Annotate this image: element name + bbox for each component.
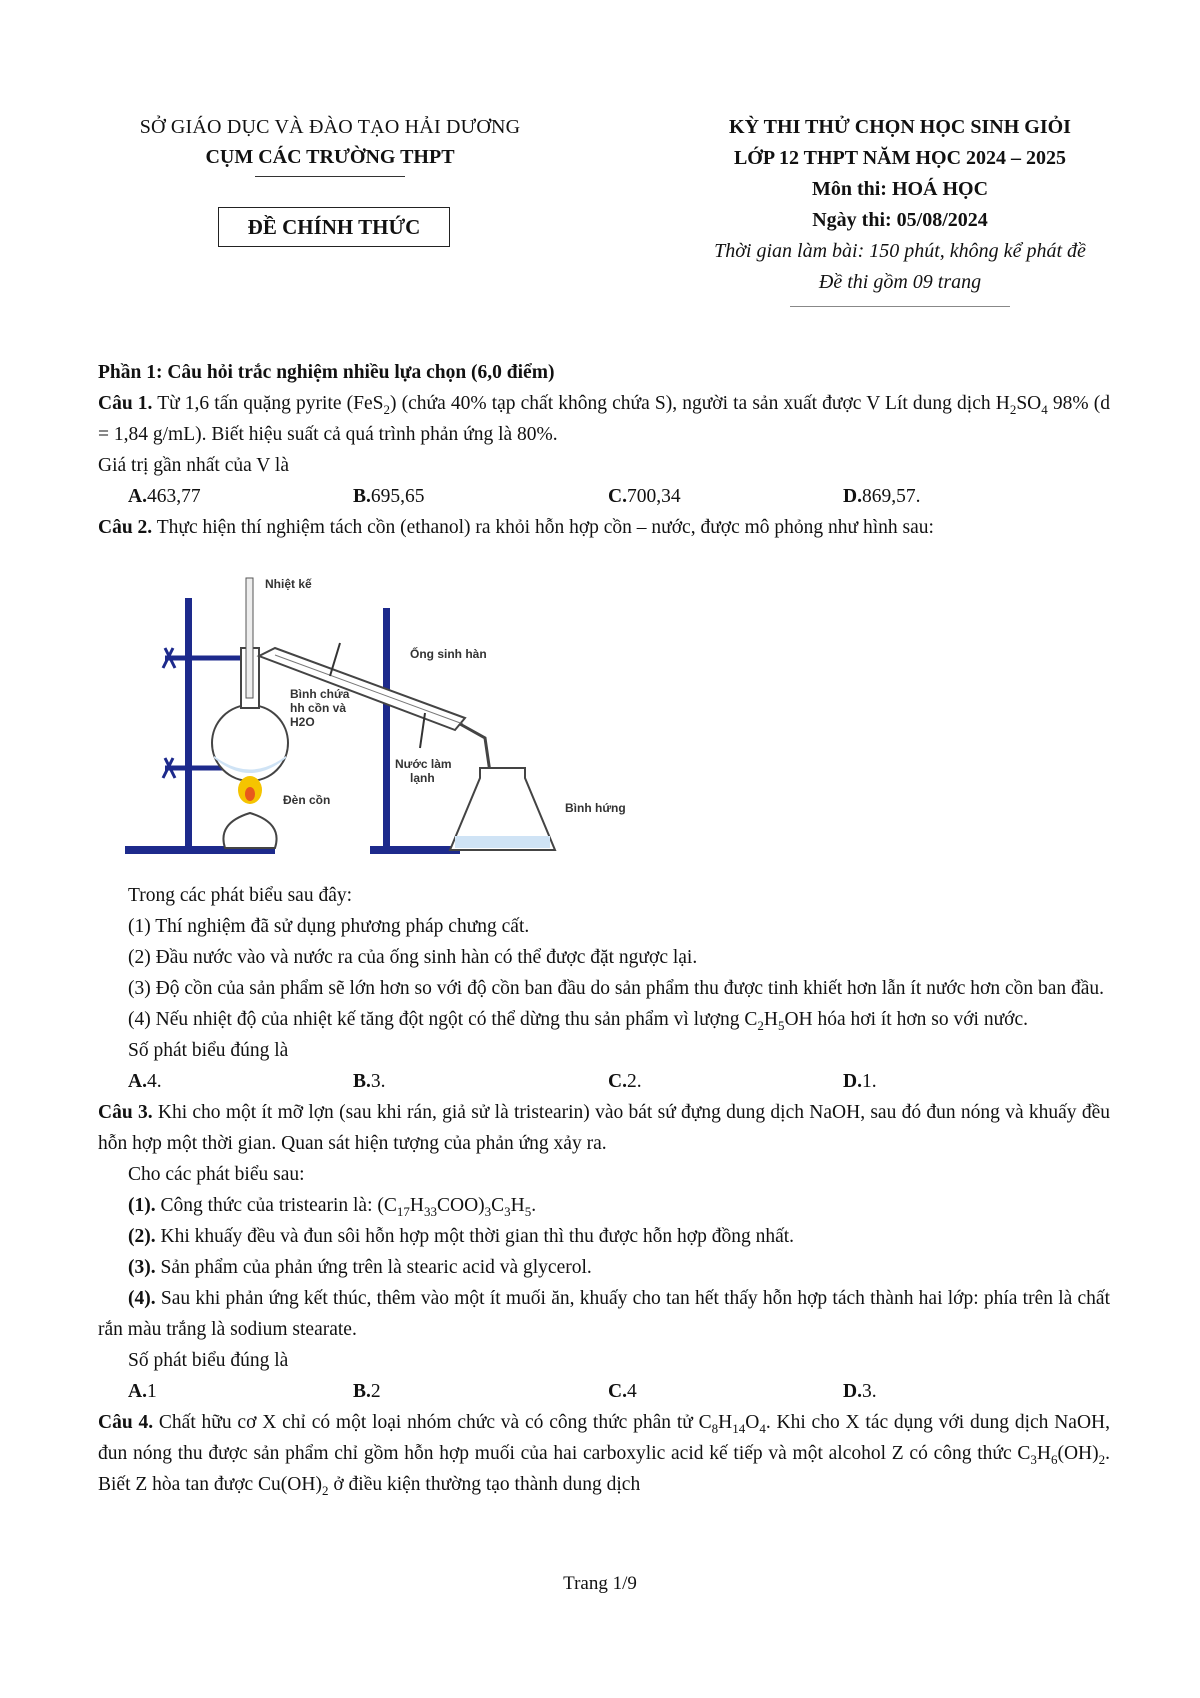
option-b[interactable]: B.695,65 bbox=[353, 486, 425, 507]
option-c[interactable]: C.4 bbox=[608, 1381, 637, 1402]
label-flask-line1: Bình chứa bbox=[290, 687, 350, 701]
question-3-label: Câu 3. bbox=[98, 1102, 153, 1123]
option-a[interactable]: A.463,77 bbox=[128, 486, 201, 507]
question-3-statement-2: (2). Khi khuấy đều và đun sôi hỗn hợp một thời gian thì thu được hỗn hợp đồng nhất. bbox=[128, 1226, 795, 1247]
question-2-statement-3: (3) Độ cồn của sản phẩm sẽ lớn hơn so với độ cồn ban đầu do sản phẩm thu được tinh khiết hơn lẫn ít nước hơn cồn ban đầu. bbox=[128, 978, 1105, 999]
question-3-statement-3: (3). Sản phẩm của phản ứng trên là stearic acid và glycerol. bbox=[128, 1257, 592, 1278]
question-2-ask: Số phát biểu đúng là bbox=[128, 1040, 289, 1061]
question-2-statement-4: (4) Nếu nhiệt độ của nhiệt kế tăng đột ngột có thể dừng thu sản phẩm vì lượng $C_2H_5OH$ hóa hơi ít hơn so với nước. bbox=[128, 1009, 1028, 1033]
label-flask-line3: H2O bbox=[290, 715, 315, 729]
left-stand-rod bbox=[185, 598, 192, 848]
question-1: Câu 1. Từ 1,6 tấn quặng pyrite (FeS$_2$) (chứa 40% tạp chất không chứa S), người ta sản xuất được V Lít dung dịch $H_2SO_4$ 98% (d = 1,84 g/mL). Biết hiệu suất cả quá trình phản ứng là 80%. bbox=[98, 393, 1110, 445]
cluster-name: CỤM CÁC TRƯỜNG THPT bbox=[205, 146, 455, 168]
question-1-options bbox=[98, 481, 1110, 512]
label-thermometer: Nhiệt kế bbox=[265, 577, 312, 591]
thermometer bbox=[246, 578, 253, 698]
question-2-intro: Trong các phát biểu sau đây: bbox=[128, 885, 353, 906]
question-2-label: Câu 2. bbox=[98, 517, 153, 538]
option-d[interactable]: D.869,57. bbox=[843, 486, 921, 507]
question-2: Câu 2. Thực hiện thí nghiệm tách cồn (ethanol) ra khỏi hỗn hợp cồn – nước, được mô phỏng như hình sau: bbox=[98, 517, 934, 538]
distillate bbox=[455, 836, 550, 848]
header-right-divider bbox=[790, 306, 1010, 307]
question-4-label: Câu 4. bbox=[98, 1412, 154, 1433]
header-divider bbox=[255, 176, 405, 177]
option-a[interactable]: A.1 bbox=[128, 1381, 157, 1402]
option-c[interactable]: C.700,34 bbox=[608, 486, 681, 507]
option-b[interactable]: B.3. bbox=[353, 1071, 386, 1092]
department-name: SỞ GIÁO DỤC VÀ ĐÀO TẠO HẢI DƯƠNG bbox=[139, 116, 521, 138]
question-2-statement-2: (2) Đầu nước vào và nước ra của ống sinh hàn có thể được đặt ngược lại. bbox=[128, 947, 698, 968]
question-3-options bbox=[98, 1376, 1110, 1407]
label-cooling-water-line2: lạnh bbox=[410, 771, 435, 785]
header-right bbox=[670, 112, 1130, 307]
question-3: Câu 3. Khi cho một ít mỡ lợn (sau khi rán, giả sử là tristearin) vào bát sứ đựng dung dịch NaOH, sau đó đun nóng và khuấy đều hỗn hợp một thời gian. Quan sát hiện tượng của phản ứng xảy ra. bbox=[98, 1102, 1110, 1154]
question-3-intro: Cho các phát biểu sau: bbox=[128, 1164, 305, 1185]
right-stand-rod bbox=[383, 608, 390, 848]
label-cooling-water-line1: Nước làm bbox=[395, 757, 452, 771]
option-a[interactable]: A.4. bbox=[128, 1071, 162, 1092]
question-3-statement-4: (4). Sau khi phản ứng kết thúc, thêm vào một ít muối ăn, khuấy cho tan hết thấy hỗn hợp tách thành hai lớp: phía trên là chất rắn màu trắng là sodium stearate. bbox=[98, 1288, 1110, 1340]
label-flask-line2: hh cồn và bbox=[290, 701, 347, 715]
header-left bbox=[100, 112, 560, 177]
part1-title: Phần 1: Câu hỏi trắc nghiệm nhiều lựa chọn (6,0 điểm) bbox=[98, 362, 555, 383]
exam-title: KỲ THI THỬ CHỌN HỌC SINH GIỎI bbox=[729, 116, 1071, 138]
question-2-options bbox=[98, 1066, 1110, 1097]
exam-grade-year: LỚP 12 THPT NĂM HỌC 2024 – 2025 bbox=[733, 147, 1067, 169]
question-2-statement-1: (1) Thí nghiệm đã sử dụng phương pháp chưng cất. bbox=[128, 916, 530, 937]
label-receiver: Bình hứng bbox=[565, 801, 626, 815]
label-lamp: Đèn cồn bbox=[283, 793, 331, 807]
exam-date: Ngày thi: 05/08/2024 bbox=[812, 209, 988, 231]
exam-duration: Thời gian làm bài: 150 phút, không kể phát đề bbox=[714, 240, 1086, 262]
option-d[interactable]: D.1. bbox=[843, 1071, 877, 1092]
part1-block bbox=[98, 357, 1110, 543]
distillation-apparatus-figure bbox=[125, 568, 685, 868]
questions-block bbox=[98, 880, 1110, 1500]
question-4: Câu 4. Chất hữu cơ X chỉ có một loại nhóm chức và có công thức phân tử $C_8H_{14}O_4$. Khi cho X tác dụng với dung dịch NaOH, đun nóng thu được sản phẩm chỉ gồm hỗn hợp muối của hai carboxylic acid kế tiếp và một alcohol Z có công thức $C_3H_6(OH)_2$. Biết Z hòa tan được $Cu(OH)_2$ ở điều kiện thường tạo thành dung dịch bbox=[98, 1412, 1110, 1498]
option-c[interactable]: C.2. bbox=[608, 1071, 642, 1092]
question-3-statement-1: (1). Công thức của tristearin là: $(C_{17}H_{33}COO)_3C_3H_5$. bbox=[128, 1195, 537, 1219]
alcohol-lamp bbox=[223, 813, 276, 848]
option-b[interactable]: B.2 bbox=[353, 1381, 381, 1402]
question-3-ask: Số phát biểu đúng là bbox=[128, 1350, 289, 1371]
question-1-label: Câu 1. bbox=[98, 393, 153, 414]
official-exam-box: ĐỀ CHÍNH THỨC bbox=[218, 207, 450, 247]
label-condenser: Ống sinh hàn bbox=[410, 647, 487, 661]
option-d[interactable]: D.3. bbox=[843, 1381, 877, 1402]
question-1-prompt: Giá trị gần nhất của V là bbox=[98, 455, 289, 476]
exam-pages: Đề thi gồm 09 trang bbox=[818, 271, 982, 293]
page-number: Trang 1/9 bbox=[563, 1573, 637, 1594]
exam-subject: Môn thi: HOÁ HỌC bbox=[811, 178, 989, 200]
